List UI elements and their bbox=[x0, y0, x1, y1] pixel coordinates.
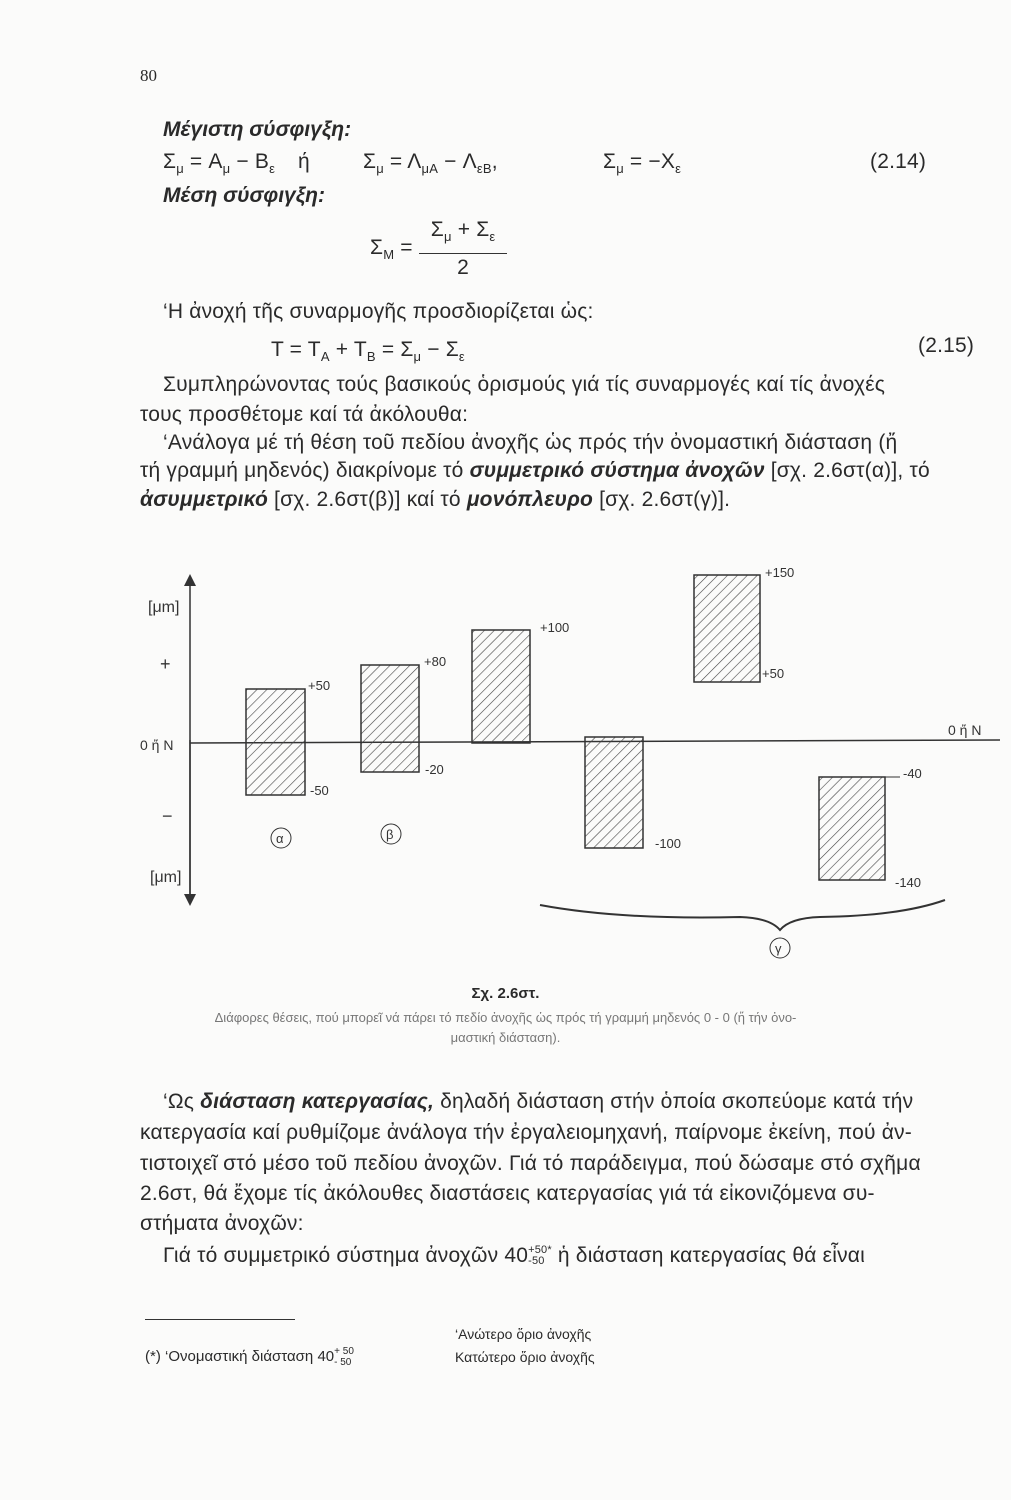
bar-gamma-3 bbox=[694, 565, 794, 682]
tolerance-zone-figure bbox=[0, 560, 1011, 980]
bar-gamma-1 bbox=[472, 620, 569, 743]
zero-label-right: 0 ἤ N bbox=[948, 722, 982, 738]
paragraph-line: ἀσυμμετρικό [σχ. 2.6στ(β)] καί τό μονόπλευρο [σχ. 2.6στ(γ)]. bbox=[140, 488, 731, 511]
bar-lower-label: -140 bbox=[895, 875, 922, 890]
paragraph-line: τους προσθέτομε καί τά ἀκόλουθα: bbox=[140, 403, 469, 426]
label-alpha bbox=[271, 828, 291, 848]
bar-gamma-2 bbox=[585, 737, 681, 851]
bar-upper-label: +50 bbox=[308, 678, 331, 693]
tolerance-intro: ‘Η ἀνοχή τῆς συναρμογῆς προσδιορίζεται ὡς: bbox=[163, 300, 594, 323]
equation-mean: $\Sigma_M$ = $\frac{\Sigma_\mu + \Sigma_\varepsilon}{2}$ bbox=[370, 218, 507, 280]
label-beta bbox=[381, 824, 401, 844]
bar-alpha bbox=[246, 678, 330, 798]
equation-or: ή bbox=[298, 150, 310, 173]
bar-gamma-4 bbox=[819, 766, 922, 890]
bar-upper-label: +100 bbox=[540, 620, 570, 635]
paragraph-line: Συμπληρώνοντας τούς βασικούς ὁρισμούς γιά τίς συναρμογές καί τίς ἀνοχές bbox=[163, 373, 886, 396]
bar-lower-label: -50 bbox=[310, 783, 329, 798]
svg-text:γ: γ bbox=[775, 941, 782, 956]
unit-top-label: [μm] bbox=[148, 599, 180, 616]
heading-max-interference: Μέγιστη σύσφιγξη: bbox=[163, 118, 352, 141]
gamma-brace bbox=[540, 900, 945, 930]
bar-lower-label: +50 bbox=[762, 666, 785, 681]
paragraph-line: κατεργασία καί ρυθμίζομε ἀνάλογα τήν ἐργαλειομηχανή, παίρνομε ἐκείνη, πού ἀν- bbox=[140, 1121, 913, 1144]
svg-text:α: α bbox=[276, 831, 284, 846]
paragraph-line: στήματα ἀνοχῶν: bbox=[140, 1212, 304, 1235]
minus-label: − bbox=[162, 806, 173, 826]
svg-text:β: β bbox=[386, 827, 394, 842]
figure-caption-line: μαστική διάσταση). bbox=[450, 1030, 561, 1045]
paragraph-line: τιστοιχεῖ στό μέσο τοῦ πεδίου ἀνοχῶν. Γιά τό παράδειγμα, πού δώσαμε στό σχῆμα bbox=[140, 1152, 921, 1175]
tolerance-bar bbox=[585, 737, 643, 848]
equation-number-2-15: (2.15) bbox=[918, 334, 975, 357]
paragraph-line: ‘Ως διάσταση κατεργασίας, δηλαδή διάσταση στήν ὁποία σκοπεύομε κατά τήν bbox=[163, 1090, 914, 1113]
plus-label: + bbox=[160, 654, 171, 674]
tolerance-bar bbox=[819, 777, 885, 880]
zero-label-left: 0 ἤ N bbox=[140, 737, 174, 753]
equation-part: $\Sigma_\mu = A_\mu - B_\varepsilon$ bbox=[163, 150, 276, 177]
figure-caption-title: Σχ. 2.6στ. bbox=[471, 985, 540, 1002]
label-gamma bbox=[770, 938, 790, 958]
tolerance-bar bbox=[472, 630, 530, 743]
bar-upper-label: -40 bbox=[903, 766, 922, 781]
paragraph-line: 2.6στ, θά ἔχομε τίς ἀκόλουθες διαστάσεις κατεργασίας γιά τά εἰκονιζόμενα συ- bbox=[140, 1182, 875, 1205]
paragraph-line: ‘Ανάλογα μέ τή θέση τοῦ πεδίου ἀνοχῆς ὡς πρός τήν ὀνομαστική διάσταση (ἤ bbox=[163, 431, 898, 454]
footnote: (*) ‘Ονομαστική διάσταση 40 + 50 - 50 bbox=[145, 1346, 354, 1368]
bar-lower-label: -20 bbox=[425, 762, 444, 777]
footnote-divider bbox=[145, 1319, 295, 1320]
equation-2-15: $T = T_A + T_B = \Sigma_\mu - \Sigma_\varepsilon$ bbox=[271, 338, 465, 365]
tolerance-bar bbox=[361, 665, 419, 772]
bar-lower-label: -100 bbox=[655, 836, 682, 851]
paragraph-line: τή γραμμή μηδενός) διακρίνομε τό συμμετρικό σύστημα ἀνοχῶν [σχ. 2.6στ(α)], τό bbox=[140, 459, 930, 482]
equation-part: $\Sigma_\mu = -X_\varepsilon$ bbox=[603, 150, 682, 177]
tolerance-bar bbox=[694, 575, 760, 682]
equation-part: $\Sigma_\mu = \Lambda_{\mu A} - \Lambda_{\varepsilon B}$, bbox=[363, 150, 498, 177]
tolerance-bar bbox=[246, 689, 305, 795]
unit-bottom-label: [μm] bbox=[150, 869, 182, 886]
equation-number: (2.14) bbox=[870, 150, 927, 173]
footnote-upper-limit: ‘Ανώτερο ὅριο ἀνοχῆς bbox=[455, 1326, 592, 1342]
heading-mean-interference: Μέση σύσφιγξη: bbox=[163, 184, 325, 207]
bar-upper-label: +80 bbox=[424, 654, 447, 669]
paragraph-line: Γιά τό συμμετρικό σύστημα ἀνοχῶν 40 +50* -50 ἡ διάσταση κατεργασίας θά εἶναι bbox=[163, 1244, 866, 1268]
figure-caption-line: Διάφορες θέσεις, πού μπορεῖ νά πάρει τό πεδίο ἀνοχῆς ὡς πρός τή γραμμή μηδενός 0 - 0 (ἤ τήν ὀνο- bbox=[214, 1010, 797, 1025]
footnote-lower-limit: Κατώτερο ὅριο ἀνοχῆς bbox=[455, 1349, 595, 1365]
bar-beta bbox=[361, 654, 446, 777]
bar-upper-label: +150 bbox=[765, 565, 795, 580]
page-number: 80 bbox=[140, 66, 157, 85]
